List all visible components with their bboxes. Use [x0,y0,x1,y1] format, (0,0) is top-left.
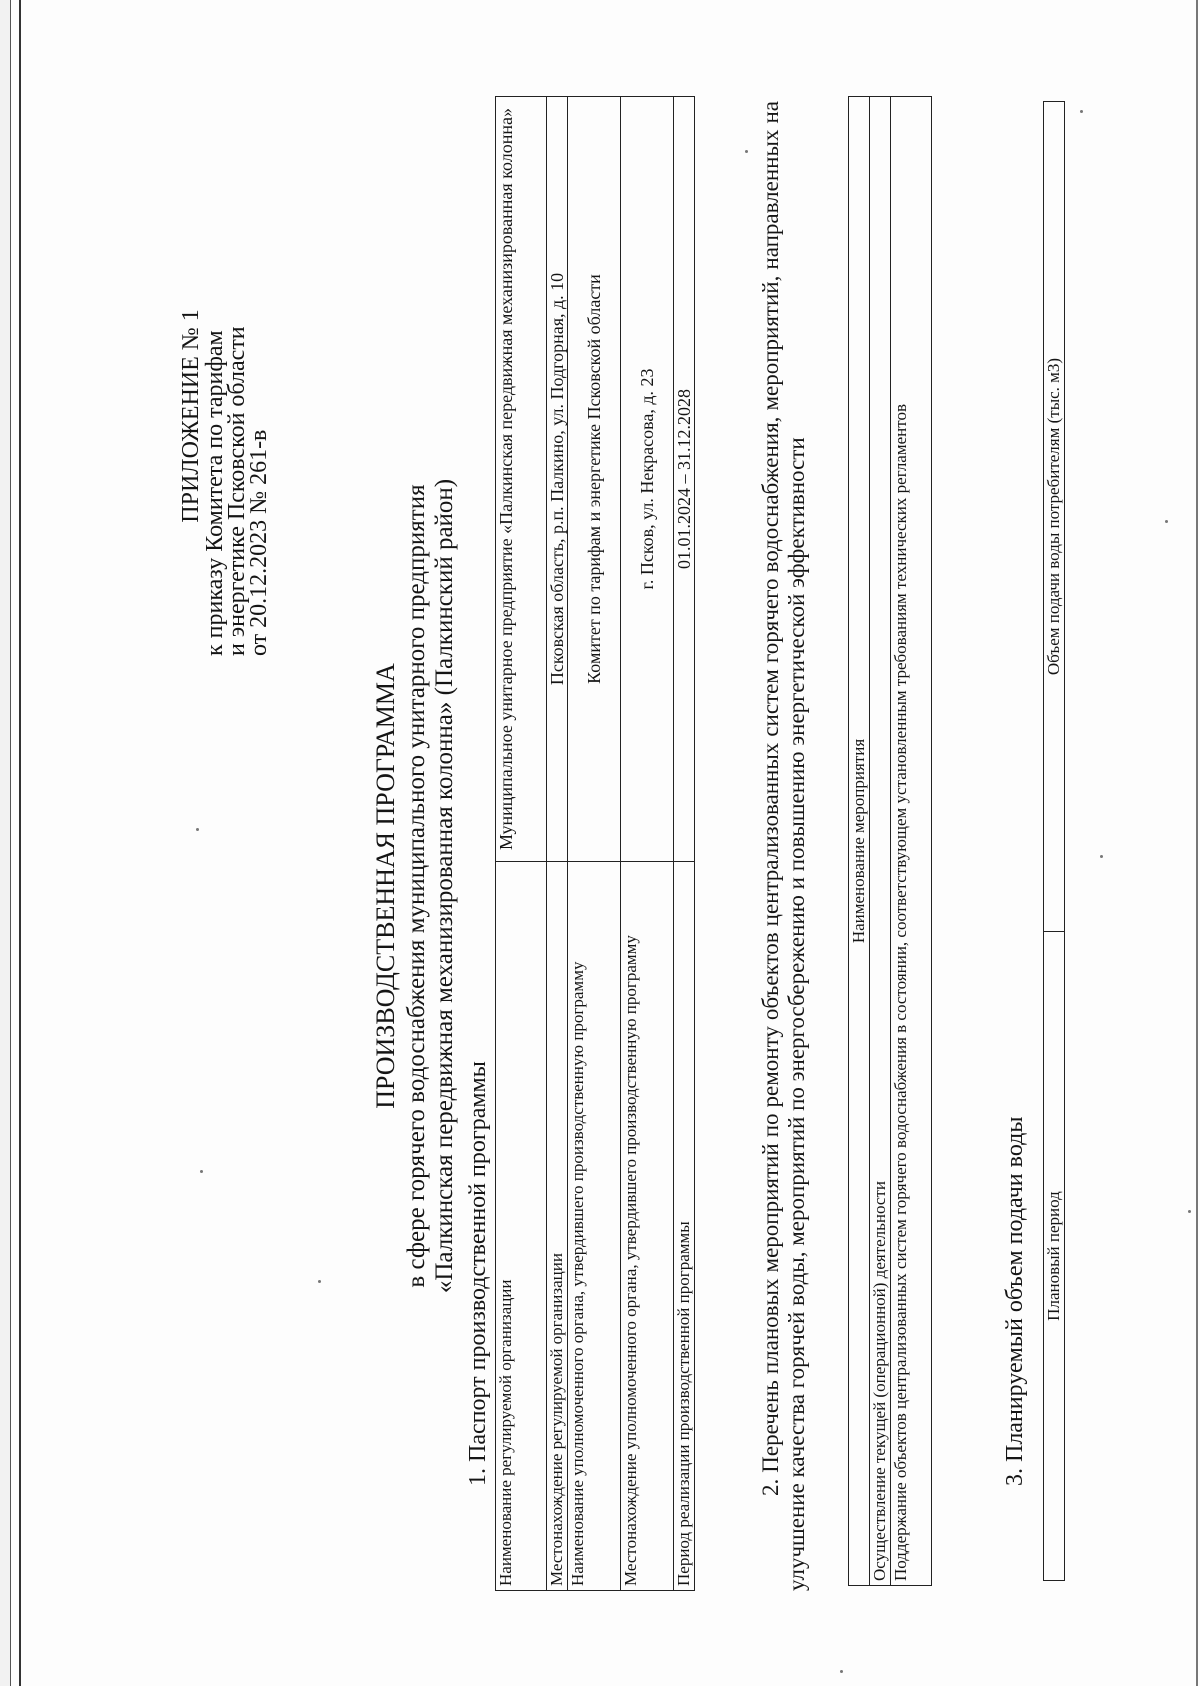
passport-value: 01.01.2024 – 31.12.2028 [674,97,695,862]
table-header-row [1044,102,1065,1581]
appendix-line: и энергетике Псковской области [224,326,250,656]
table-row [674,97,695,1591]
volume-column-header: Плановый период [1044,932,1065,1581]
passport-label: Наименование уполномоченного органа, утвердившего производственную программу [568,862,621,1591]
volume-heading: 3. Планируемый объем подачи воды [1002,1116,1028,1486]
measures-heading-text: Перечень плановых мероприятий по ремонту объектов централизованных систем горячего водоснабжения, мероприятий, направленных на улучшение качества горячей воды, мероприятий по энергосбережению и повышению энергетической эффективности [758,101,809,1591]
volume-table [1043,101,1065,1581]
table-row [870,97,891,1586]
measures-table [848,96,932,1586]
passport-label: Местонахождение регулируемой организации [547,862,568,1591]
passport-value: Комитет по тарифам и энергетике Псковской области [568,97,621,862]
measures-item: Осуществление текущей (операционной) деятельности [870,97,891,1586]
passport-table [495,96,695,1591]
passport-value: Псковская область, р.п. Палкино, ул. Подгорная, д. 10 [547,97,568,862]
table-row [547,97,568,1591]
passport-label: Местонахождение уполномоченного органа, утвердившего производственную программу [621,862,674,1591]
measures-heading [758,101,810,1591]
table-header-row [849,97,870,1586]
measures-item: Поддержание объектов централизованных систем горячего водоснабжения в состоянии, соответствующем установленным требованиям технических регламентов [891,97,932,1586]
measures-column-header: Наименование мероприятия [849,97,870,1586]
table-row [891,97,932,1586]
program-subtitle: «Палкинская передвижная механизированная колонна» (Палкинский район) [431,478,458,1294]
program-title-block [373,286,459,1486]
appendix-title: ПРИЛОЖЕНИЕ № 1 [178,309,204,523]
appendix-line: к приказу Комитета по тарифам [202,330,228,656]
volume-column-header: Объем подачи воды потребителям (тыс. м3) [1044,102,1065,932]
program-title: ПРОИЗВОДСТВЕННАЯ ПРОГРАММА [371,663,400,1109]
passport-value: г. Псков, ул. Некрасова, д. 23 [621,97,674,862]
passport-label: Наименование регулируемой организации [496,862,547,1591]
table-row [621,97,674,1591]
table-row [496,97,547,1591]
program-subtitle: в сфере горячего водоснабжения муниципального унитарного предприятия [403,484,430,1288]
measures-heading-number: 2. [758,1478,783,1496]
passport-heading: 1. Паспорт производственной программы [465,1061,491,1486]
passport-value: Муниципальное унитарное предприятие «Палкинская передвижная механизированная колонна» [496,97,547,862]
appendix-line: от 20.12.2023 № 261-в [246,429,272,656]
table-row [568,97,621,1591]
passport-label: Период реализации производственной программы [674,862,695,1591]
appendix-block [180,176,270,656]
